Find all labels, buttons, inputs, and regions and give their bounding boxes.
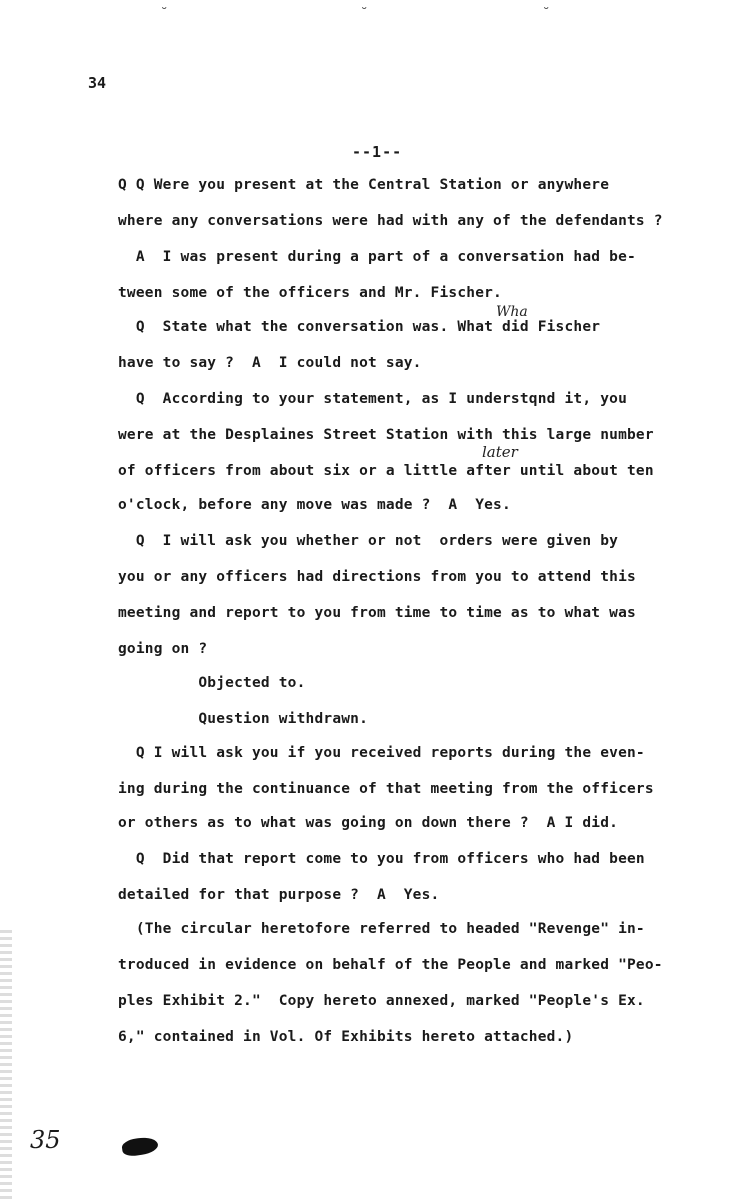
transcript-line: Q I will ask you if you received reports during the even- [118, 745, 645, 761]
page-number: 34 [88, 74, 107, 92]
transcript-line: of officers from about six or a little after until about ten [118, 463, 654, 479]
transcript-line: Objected to. [118, 675, 306, 691]
transcript-line: (The circular heretofore referred to headed "Revenge" in- [118, 921, 645, 937]
transcript-line: o'clock, before any move was made ? A Yes. [118, 497, 511, 513]
transcript-line: ing during the continuance of that meeting from the officers [118, 781, 654, 797]
transcript-line: Q Did that report come to you from officers who had been [118, 851, 645, 867]
transcript-line: Question withdrawn. [118, 711, 369, 727]
transcript-line: were at the Desplaines Street Station with this large number [118, 427, 654, 443]
transcript-line: Q State what the conversation was. What did Fischer [118, 319, 601, 335]
section-marker: --1-- [352, 143, 403, 161]
transcript-line: A I was present during a part of a conversation had be- [118, 249, 636, 265]
transcript-line: detailed for that purpose ? A Yes. [118, 887, 440, 903]
ink-blot [121, 1136, 159, 1158]
transcript-line: Q Q Were you present at the Central Station or anywhere [118, 177, 610, 193]
transcript-line: tween some of the officers and Mr. Fischer. [118, 285, 502, 301]
transcript-line: going on ? [118, 641, 208, 657]
transcript-line: ples Exhibit 2." Copy hereto annexed, marked "People's Ex. [118, 993, 645, 1009]
handwritten-correction-what: Wha [496, 304, 528, 320]
handwritten-page-number: 35 [30, 1126, 61, 1154]
punch-mark-left: ˘ [160, 6, 169, 22]
punch-mark-center: ˘ [360, 6, 369, 22]
transcript-line: troduced in evidence on behalf of the People and marked "Peo- [118, 957, 663, 973]
punch-mark-right: ˘ [542, 6, 551, 22]
transcript-line: Q I will ask you whether or not orders were given by [118, 533, 619, 549]
handwritten-correction-later: later [482, 443, 518, 461]
transcript-line: Q According to your statement, as I understqnd it, you [118, 391, 627, 407]
transcript-line: meeting and report to you from time to time as to what was [118, 605, 636, 621]
transcript-line: 6," contained in Vol. Of Exhibits hereto attached.) [118, 1029, 574, 1045]
transcript-line: have to say ? A I could not say. [118, 355, 422, 371]
transcript-line: where any conversations were had with any of the defendants ? [118, 213, 663, 229]
transcript-line: you or any officers had directions from you to attend this [118, 569, 636, 585]
transcript-line: or others as to what was going on down there ? A I did. [118, 815, 619, 831]
torn-left-edge [0, 930, 12, 1200]
